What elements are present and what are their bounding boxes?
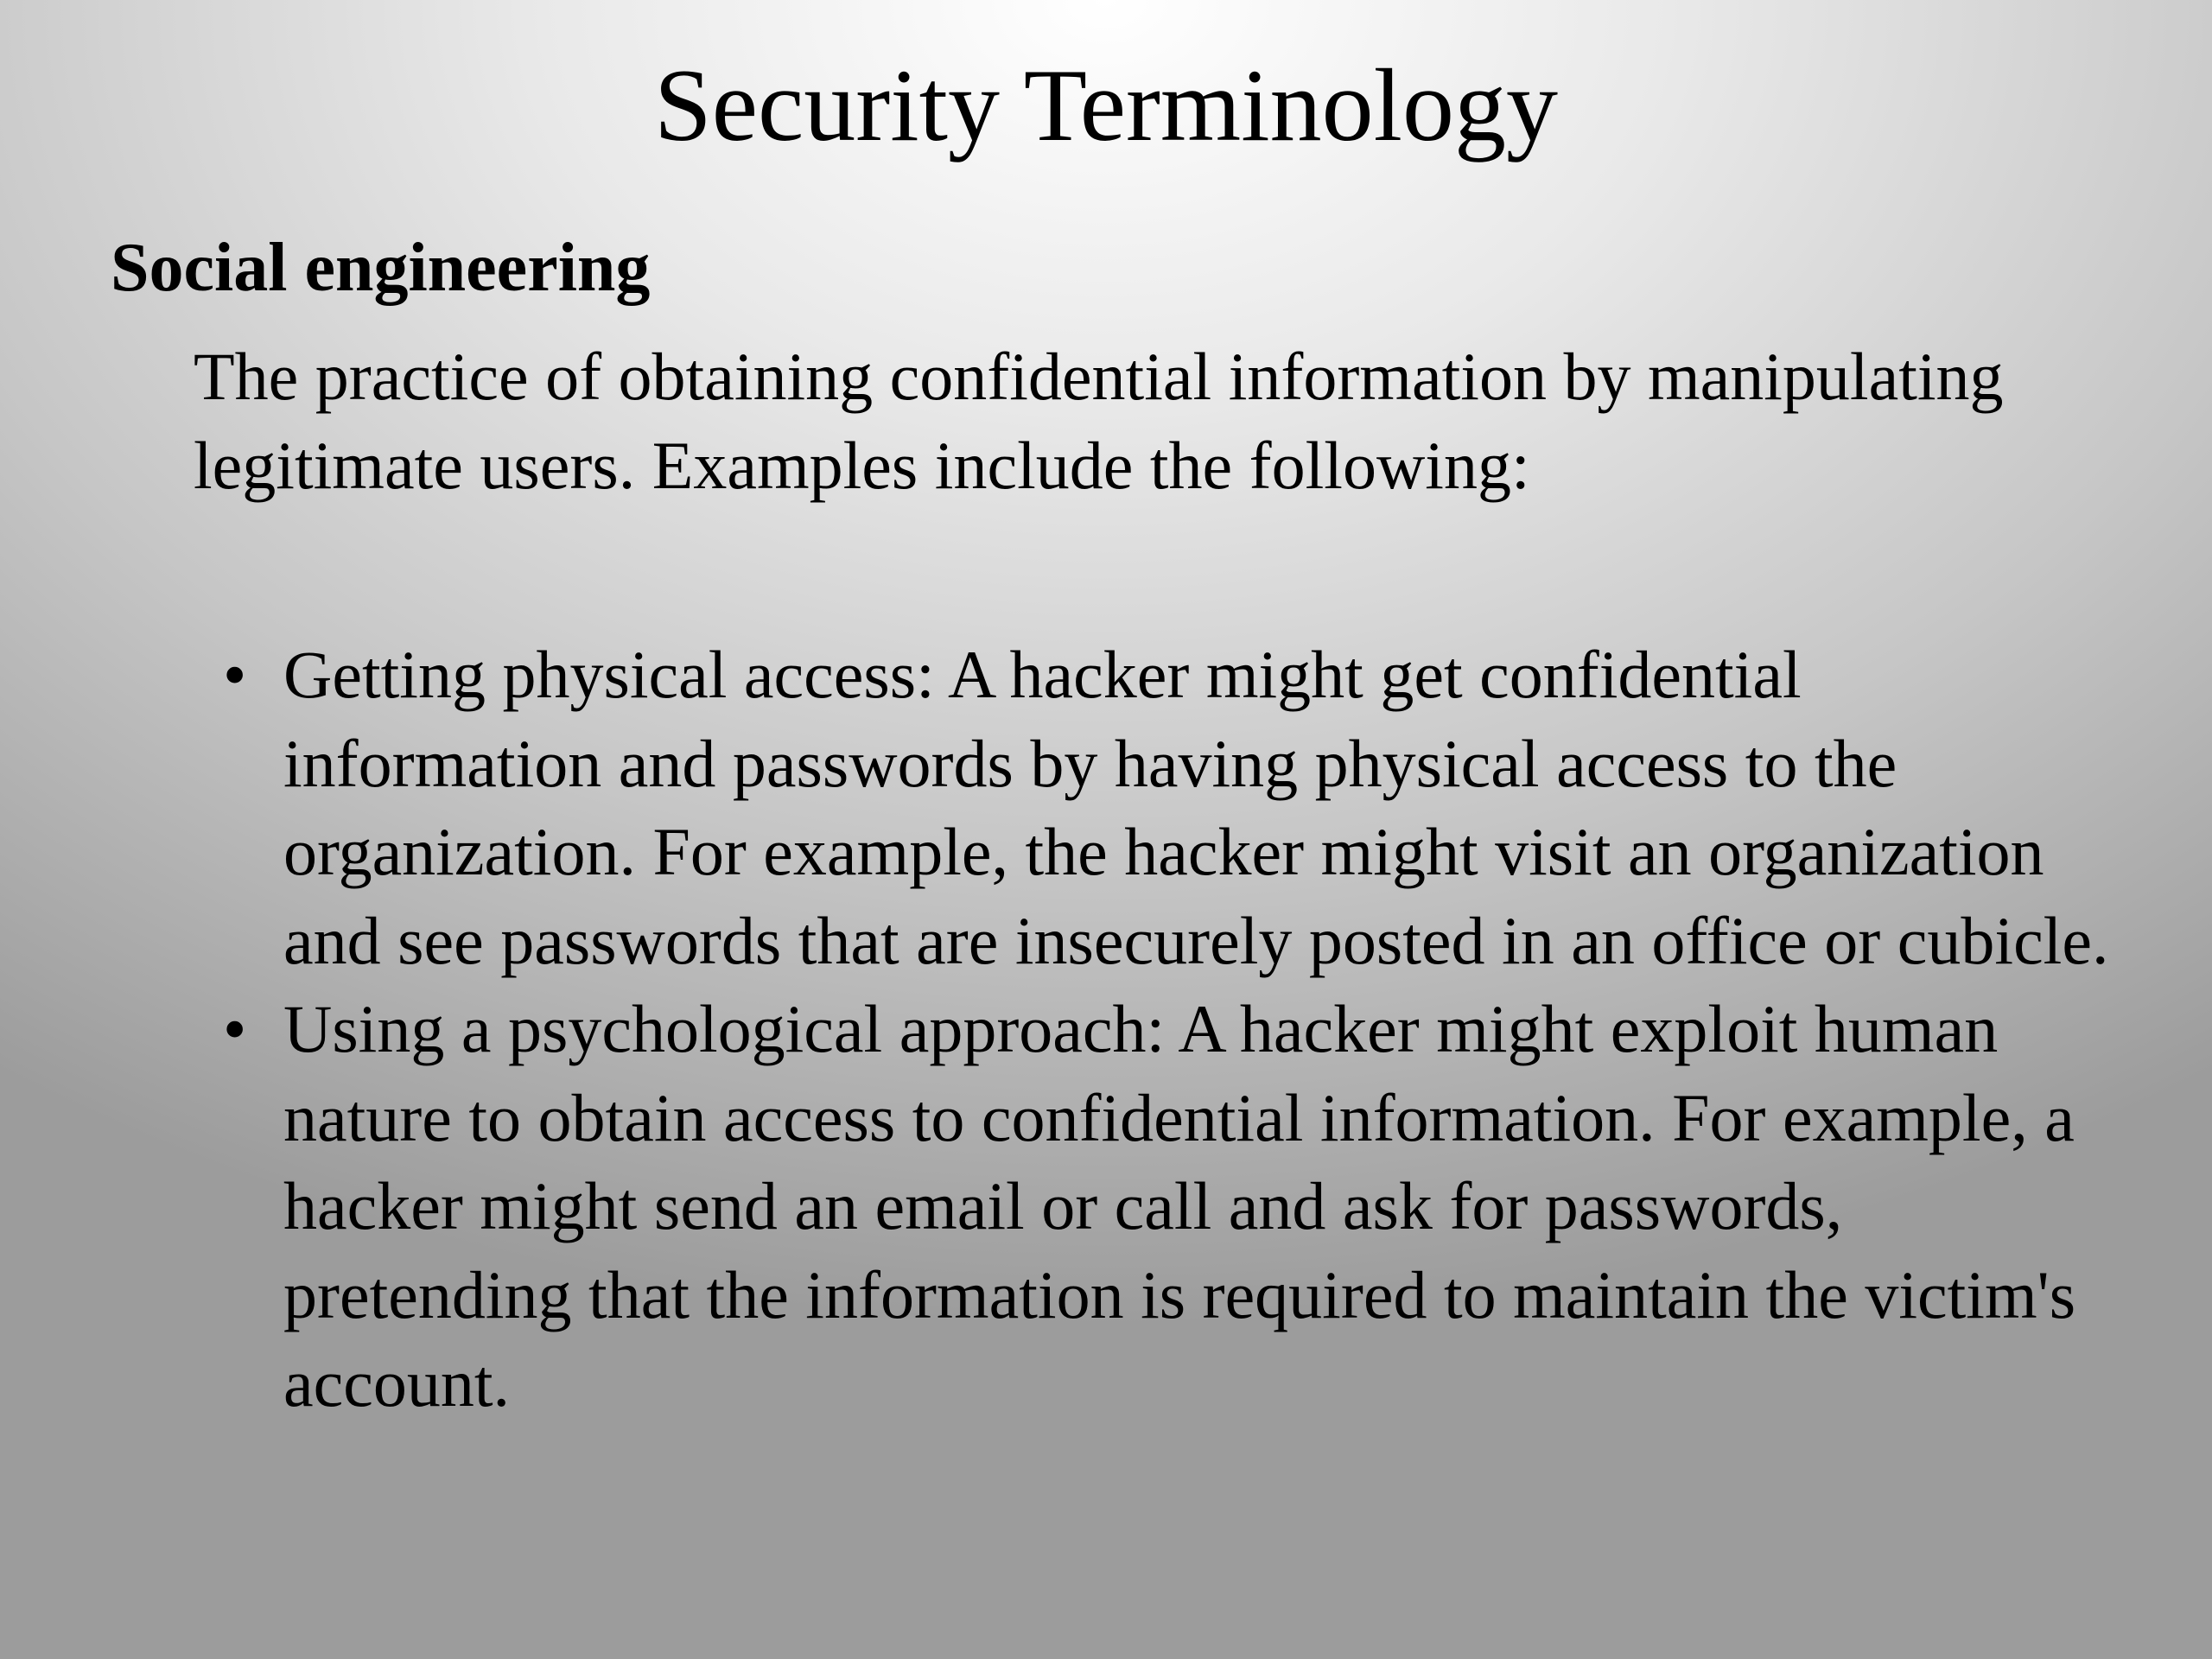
bullet-icon: • [223,991,247,1066]
intro-paragraph: The practice of obtaining confidential information by manipulating legitimate users. Examples include the following: [194,339,2004,503]
bullet-text: Getting physical access: A hacker might get confidential information and passwords by having physical access to the organization. For example, the hacker might visit an organization and see passwords that are insecurely posted in an office or cubicle. [283,637,2109,978]
bullet-text: Using a psychological approach: A hacker might exploit human nature to obtain access to confidential information. For example, a hacker might send an email or call and ask for passwords, pretending that the information is required to maintain the victim's account. [283,991,2076,1421]
bullet-item-physical-access [0,631,2115,985]
slide-title: Security Terminology [654,48,1558,162]
bullet-list [0,631,2212,1428]
bullet-icon: • [223,637,247,712]
bullet-item-psychological-approach [0,985,2115,1428]
section-heading: Social engineering [111,230,651,306]
